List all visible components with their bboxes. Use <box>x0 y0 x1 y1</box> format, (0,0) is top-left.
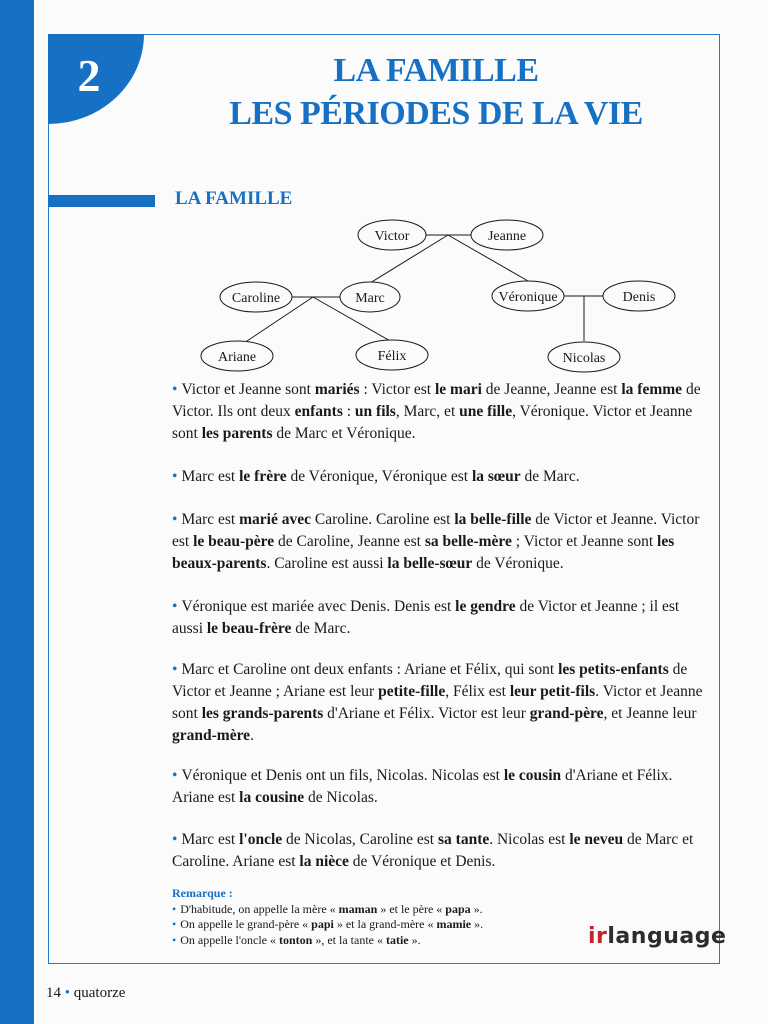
key-term: papi <box>311 917 334 931</box>
bullet-dot: • <box>172 901 177 916</box>
paragraph-siblings <box>172 466 704 488</box>
irlanguage-watermark-logo: irlanguage <box>588 924 727 949</box>
text-run: On appelle l'oncle « <box>180 932 279 947</box>
text-run: D'habitude, on appelle la mère « <box>180 901 339 916</box>
text-run: Marc est <box>181 831 240 848</box>
key-term: enfants <box>294 403 343 420</box>
text-run: d'Ariane et Félix. Ariane est <box>172 767 673 806</box>
text-run: Véronique et Denis ont un fils, Nicolas. Nicolas est <box>181 767 504 784</box>
bullet-dot: • <box>172 511 178 528</box>
text-run: , et Jeanne leur <box>603 705 697 722</box>
key-term: maman <box>338 901 378 916</box>
bullet-dot: • <box>172 932 177 947</box>
text-run: Marc est <box>181 511 240 528</box>
key-term: une fille <box>459 403 513 420</box>
text-run: de Victor et Jeanne. Victor est <box>172 511 700 550</box>
text-run: de Nicolas, Caroline est <box>282 831 438 848</box>
text-run: de Véronique et Denis. <box>348 853 496 870</box>
text-run: de Marc et Caroline. Ariane est <box>172 831 694 870</box>
text-run: ». <box>471 917 484 931</box>
tree-label-victor: Victor <box>374 229 410 244</box>
page-title-line1: LA FAMILLE <box>333 52 539 89</box>
key-term: mariés <box>314 381 360 398</box>
text-run: de Véronique. <box>472 555 564 572</box>
family-tree-diagram <box>0 0 768 380</box>
key-term: le beau-père <box>193 533 275 550</box>
key-term: leur petit-fils <box>509 683 596 700</box>
paragraph-parents <box>172 379 704 445</box>
key-term: le neveu <box>569 831 624 848</box>
key-term: tonton <box>279 932 313 947</box>
key-term: marié avec <box>239 511 311 528</box>
tree-label-jeanne: Jeanne <box>487 229 527 244</box>
text-run: d'Ariane et Félix. Victor est leur <box>323 705 530 722</box>
page-footer <box>46 985 125 1002</box>
text-run: de Marc. <box>291 620 351 637</box>
key-term: petite-fille <box>378 683 446 700</box>
tree-label-denis: Denis <box>622 290 656 305</box>
key-term: grand-père <box>529 705 604 722</box>
bullet-dot: • <box>172 661 178 678</box>
tree-label-marc: Marc <box>355 291 385 306</box>
key-term: le mari <box>435 381 482 398</box>
bullet-dot: • <box>172 468 178 485</box>
tree-label-caroline: Caroline <box>231 291 281 306</box>
text-run: Caroline. Caroline est <box>310 511 455 528</box>
text-run: : Victor est <box>359 381 435 398</box>
text-run: », et la tante « <box>312 932 386 947</box>
text-run: Victor et Jeanne sont <box>181 381 315 398</box>
key-term: la sœur <box>471 468 521 485</box>
text-run: de Victor et Jeanne ; Ariane est leur <box>172 661 688 700</box>
text-run: » et la grand-mère « <box>333 917 437 931</box>
bullet-dot: • <box>172 917 177 931</box>
key-term: les grands-parents <box>201 705 324 722</box>
text-run: de Nicolas. <box>304 789 378 806</box>
key-term: le frère <box>239 468 287 485</box>
paragraph-cousins <box>172 765 704 809</box>
text-run: , Félix est <box>445 683 510 700</box>
key-term: la belle-fille <box>454 511 532 528</box>
paragraph-son-in-law <box>172 596 704 640</box>
tree-label-ariane: Ariane <box>217 350 257 365</box>
key-term: les beaux-parents <box>172 533 675 572</box>
text-run: ». <box>408 932 421 947</box>
section-title: LA FAMILLE <box>175 188 293 209</box>
key-term: grand-mère <box>172 727 251 744</box>
key-term: le gendre <box>455 598 516 615</box>
page-title-line2: LES PÉRIODES DE LA VIE <box>229 95 643 132</box>
text-run: Marc et Caroline ont deux enfants : Ariane et Félix, qui sont <box>181 661 559 678</box>
bullet-dot: • <box>172 598 178 615</box>
text-run: . Caroline est aussi <box>266 555 388 572</box>
text-run: de Victor. Ils ont deux <box>172 381 701 420</box>
bullet-dot: • <box>172 381 178 398</box>
text-run: ». <box>470 901 483 916</box>
remark-title: Remarque : <box>172 886 233 900</box>
key-term: sa belle-mère <box>424 533 512 550</box>
key-term: la femme <box>621 381 683 398</box>
bullet-dot: • <box>172 831 178 848</box>
tree-label-felix: Félix <box>377 349 407 364</box>
footer-bullet: • <box>64 985 71 1001</box>
paragraph-in-laws <box>172 509 704 575</box>
text-run: On appelle le grand-père « <box>180 917 312 931</box>
key-term: un fils <box>354 403 396 420</box>
text-run: . Victor et Jeanne sont <box>172 683 703 722</box>
key-term: la cousine <box>239 789 305 806</box>
key-term: le cousin <box>503 767 562 784</box>
text-run: de Jeanne, Jeanne est <box>481 381 622 398</box>
key-term: tatie <box>385 932 409 947</box>
text-run: de Marc. <box>520 468 580 485</box>
chapter-number: 2 <box>77 50 101 101</box>
key-term: le beau-frère <box>206 620 292 637</box>
text-run: . <box>250 727 254 744</box>
paragraph-grandchildren <box>172 659 704 747</box>
key-term: la belle-sœur <box>387 555 473 572</box>
key-term: la nièce <box>299 853 349 870</box>
text-run: » et le père « <box>377 901 446 916</box>
text-run: Véronique est mariée avec Denis. Denis est <box>181 598 456 615</box>
page-word: quatorze <box>73 985 126 1001</box>
text-run: , Véronique. Victor et Jeanne sont <box>172 403 693 442</box>
text-run: ; Victor et Jeanne sont <box>511 533 658 550</box>
text-run: . Nicolas est <box>489 831 570 848</box>
remark-item <box>172 902 692 918</box>
text-run: de Victor et Jeanne ; il est aussi <box>172 598 680 637</box>
page-number: 14 <box>46 985 61 1001</box>
key-term: les parents <box>201 425 273 442</box>
text-run: de Marc et Véronique. <box>272 425 416 442</box>
tree-label-veronique: Véronique <box>498 290 558 305</box>
key-term: mamie <box>436 917 472 931</box>
text-run: , Marc, et <box>395 403 460 420</box>
paragraph-uncle-aunt <box>172 829 704 873</box>
key-term: les petits-enfants <box>558 661 669 678</box>
bullet-dot: • <box>172 767 178 784</box>
key-term: papa <box>445 901 471 916</box>
text-run: de Caroline, Jeanne est <box>274 533 425 550</box>
text-run: de Véronique, Véronique est <box>286 468 472 485</box>
tree-label-nicolas: Nicolas <box>562 351 606 366</box>
text-run: : <box>342 403 355 420</box>
key-term: l'oncle <box>239 831 283 848</box>
text-run: Marc est <box>181 468 240 485</box>
key-term: sa tante <box>438 831 490 848</box>
